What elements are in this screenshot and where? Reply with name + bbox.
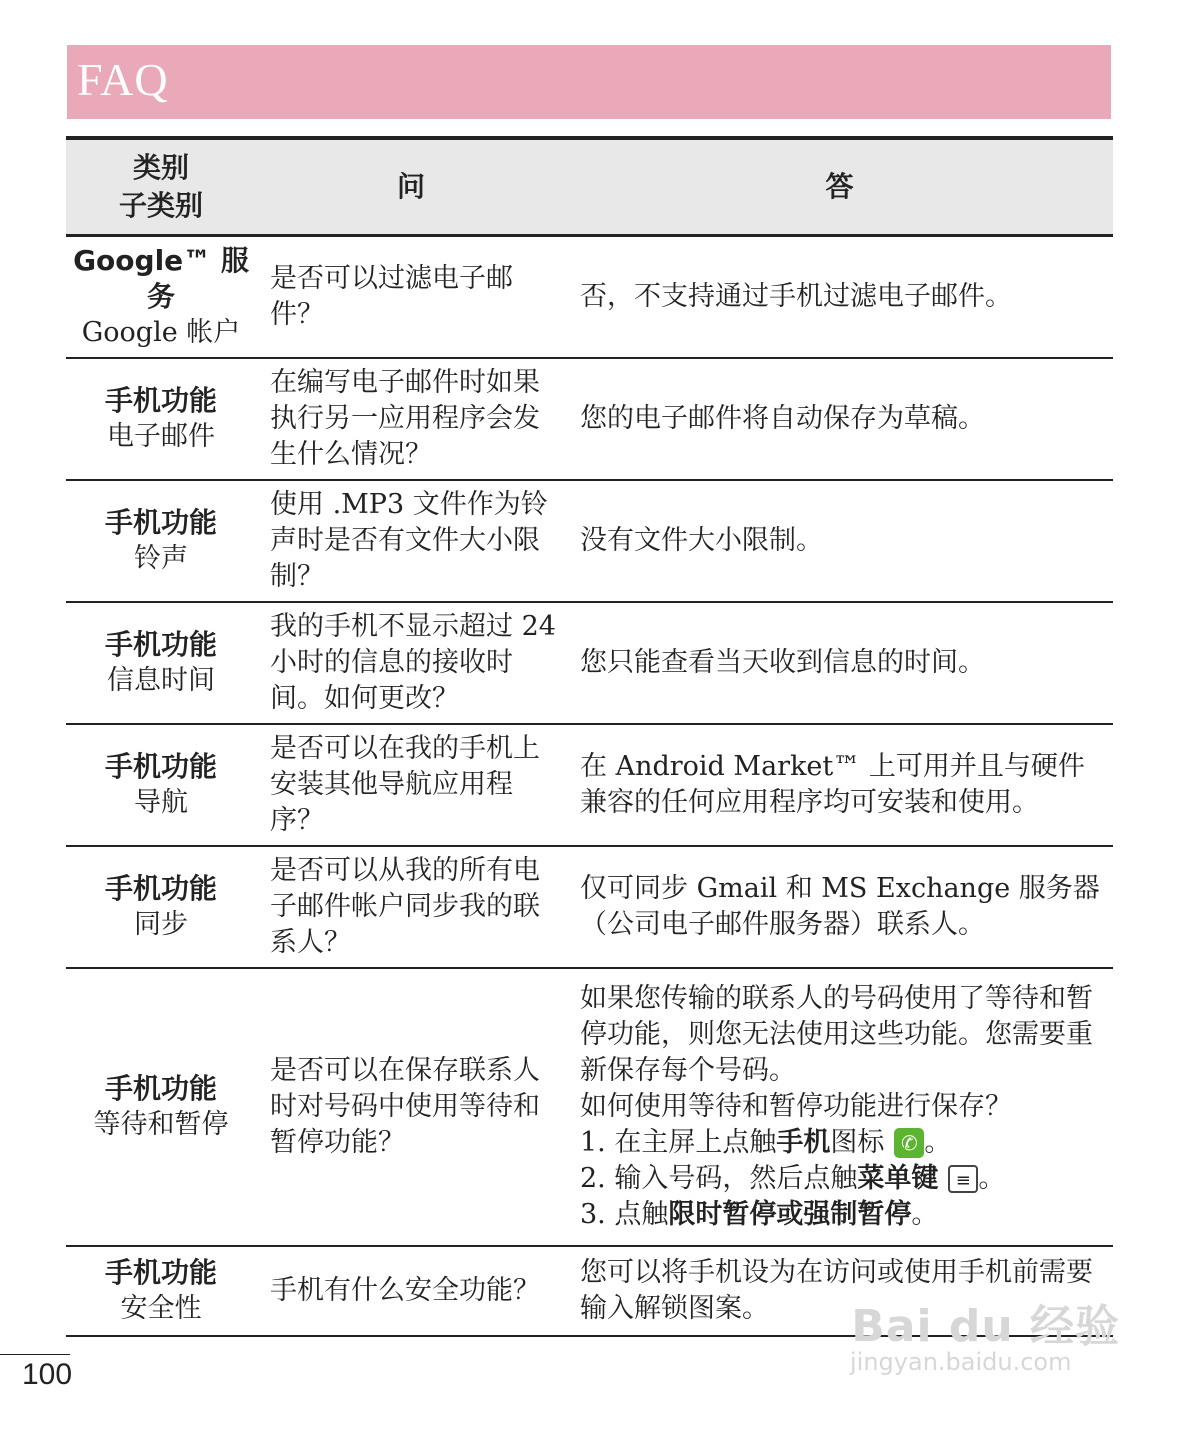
answer-cell: 否，不支持通过手机过滤电子邮件。 [566, 236, 1113, 358]
watermark [850, 1290, 1140, 1390]
header-answer: 答 [566, 138, 1113, 236]
question-cell: 使用 .MP3 文件作为铃声时是否有文件大小限制？ [256, 480, 566, 602]
table-row [66, 358, 1113, 480]
answer-cell: 在 Android Market™ 上可用并且与硬件兼容的任何应用程序均可安装和使用。 [566, 724, 1113, 846]
banner-title: FAQ [77, 54, 169, 105]
step-1-text: 1. 在主屏上点触 [580, 1126, 777, 1158]
question-cell: 手机有什么安全功能？ [256, 1246, 566, 1336]
page-number: 100 [22, 1358, 73, 1391]
header-category [66, 138, 256, 236]
category-label: 手机功能 [104, 1071, 217, 1105]
subcategory-label: Google 帐户 [81, 316, 241, 348]
step-3-end: 。 [911, 1198, 939, 1230]
step-2-bold: 菜单键 [857, 1162, 939, 1194]
question-cell: 是否可以在保存联系人时对号码中使用等待和暂停功能？ [256, 968, 566, 1246]
menu-icon: ≡ [948, 1165, 978, 1193]
phone-icon: ✆ [894, 1128, 924, 1158]
answer-how: 如何使用等待和暂停功能进行保存？ [580, 1090, 1012, 1122]
table-header-row [66, 138, 1113, 236]
step-1-suffix: 图标 [830, 1126, 885, 1158]
answer-cell [566, 968, 1113, 1246]
step-1-bold: 手机 [776, 1126, 831, 1158]
question-cell: 是否可以在我的手机上安装其他导航应用程序？ [256, 724, 566, 846]
watermark-logo: Bai du 经验 [851, 1301, 1120, 1352]
step-3 [580, 1197, 1103, 1233]
category-cell [66, 480, 256, 602]
subcategory-label: 铃声 [134, 542, 188, 574]
table-row [66, 602, 1113, 724]
step-1-end: 。 [924, 1126, 952, 1158]
answer-cell: 您可以将手机设为在访问或使用手机前需要输入解锁图案。 [566, 1246, 1113, 1336]
category-label: 手机功能 [104, 627, 217, 661]
step-2 [580, 1161, 1103, 1197]
subcategory-label: 电子邮件 [107, 420, 215, 452]
question-cell: 是否可以从我的所有电子邮件帐户同步我的联系人？ [256, 846, 566, 968]
answer-cell: 您的电子邮件将自动保存为草稿。 [566, 358, 1113, 480]
step-2-text: 2. 输入号码，然后点触 [580, 1162, 858, 1194]
category-label: 手机功能 [104, 1255, 217, 1289]
page-number-rule [0, 1354, 70, 1355]
category-cell [66, 1246, 256, 1336]
answer-intro: 如果您传输的联系人的号码使用了等待和暂停功能，则您无法使用这些功能。您需要重新保存每个号码。 [580, 982, 1093, 1086]
category-label: 手机功能 [104, 871, 217, 905]
step-3-bold: 限时暂停或强制暂停 [668, 1198, 912, 1230]
category-cell [66, 724, 256, 846]
header-category-line2: 子类别 [118, 189, 203, 222]
category-cell [66, 236, 256, 358]
step-3-text: 3. 点触 [580, 1198, 669, 1230]
faq-table [66, 136, 1113, 1337]
category-label: 手机功能 [104, 505, 217, 539]
header-question: 问 [256, 138, 566, 236]
question-cell: 我的手机不显示超过 24 小时的信息的接收时间。如何更改？ [256, 602, 566, 724]
category-cell [66, 358, 256, 480]
faq-banner [67, 45, 1111, 119]
subcategory-label: 信息时间 [107, 664, 215, 696]
category-cell [66, 602, 256, 724]
answer-cell: 您只能查看当天收到信息的时间。 [566, 602, 1113, 724]
table-row [66, 968, 1113, 1246]
answer-cell: 仅可同步 Gmail 和 MS Exchange 服务器（公司电子邮件服务器）联系人。 [566, 846, 1113, 968]
table-row [66, 480, 1113, 602]
step-2-end: 。 [978, 1162, 1006, 1194]
category-label: Google™ 服务 [73, 243, 249, 313]
subcategory-label: 导航 [134, 786, 188, 818]
table-row [66, 724, 1113, 846]
subcategory-label: 安全性 [120, 1292, 202, 1324]
category-cell [66, 968, 256, 1246]
header-category-line1: 类别 [132, 151, 189, 184]
table-row [66, 236, 1113, 358]
step-1 [580, 1125, 1103, 1161]
table-row [66, 846, 1113, 968]
subcategory-label: 同步 [134, 908, 188, 940]
watermark-url: jingyan.baidu.com [850, 1348, 1072, 1376]
category-label: 手机功能 [104, 749, 217, 783]
category-cell [66, 846, 256, 968]
question-cell: 在编写电子邮件时如果执行另一应用程序会发生什么情况？ [256, 358, 566, 480]
category-label: 手机功能 [104, 383, 217, 417]
subcategory-label: 等待和暂停 [93, 1108, 229, 1140]
answer-cell: 没有文件大小限制。 [566, 480, 1113, 602]
question-cell: 是否可以过滤电子邮件？ [256, 236, 566, 358]
